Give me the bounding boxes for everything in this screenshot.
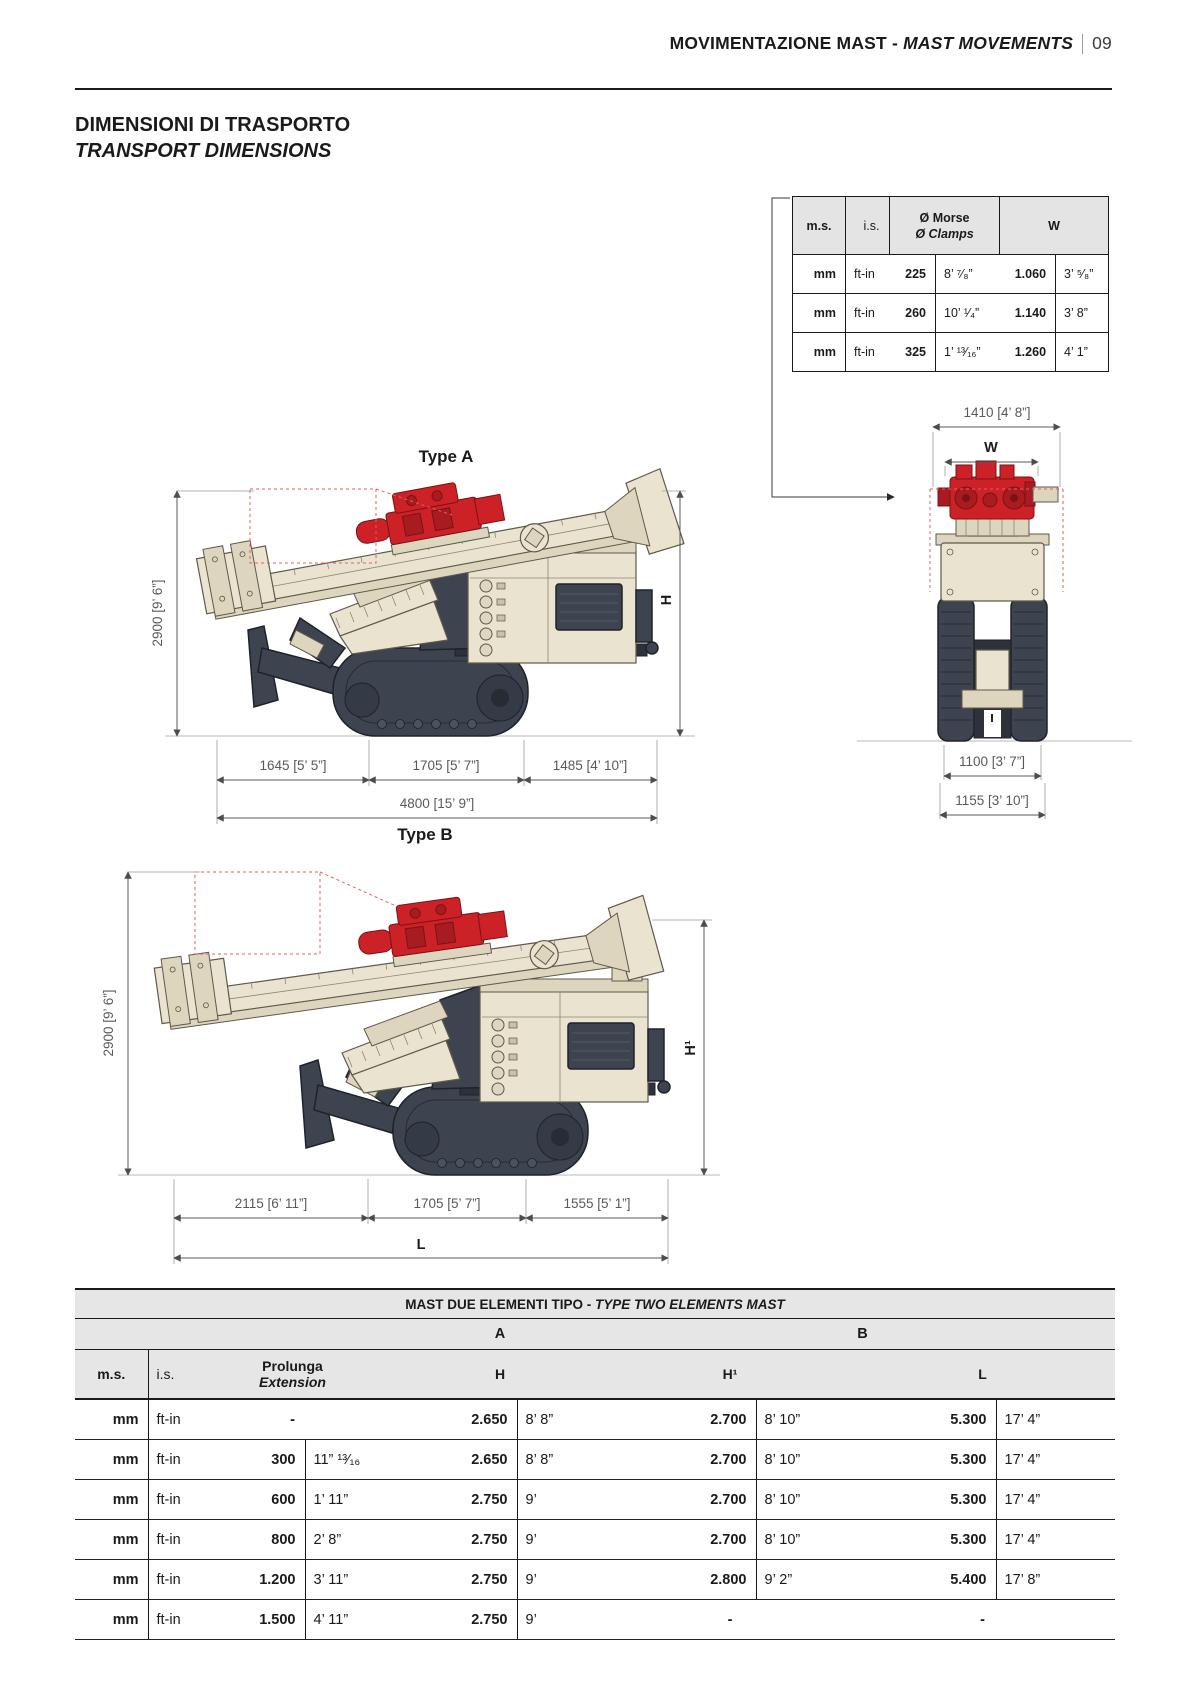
cell-prolunga: - (195, 1399, 390, 1440)
cell-ms: mm (75, 1600, 148, 1640)
cell-is: ft-in (148, 1520, 195, 1560)
clamps-row (793, 255, 1109, 294)
mast-row (75, 1520, 1115, 1560)
document-title (75, 112, 350, 164)
page-number: 09 (1092, 33, 1112, 53)
cell-w-ftin: 3’ 8” (1056, 294, 1109, 333)
mast-header-h: H (390, 1350, 610, 1400)
header-divider (1082, 34, 1083, 54)
mast-table-title-row (75, 1289, 1115, 1319)
cell-is: ft-in (148, 1440, 195, 1480)
type-a-machine-drawing (165, 443, 695, 736)
mast-table-title-it: MAST DUE ELEMENTI TIPO - (405, 1296, 595, 1312)
cell-l-dash: - (850, 1600, 1115, 1640)
cell-morse-mm: 225 (890, 255, 936, 294)
cell-w-ftin: 3’ ⁵⁄₈” (1056, 255, 1109, 294)
clamps-header-morse (890, 197, 1000, 255)
cell-h-mm: 2.650 (390, 1399, 517, 1440)
cell-h-mm: 2.650 (390, 1440, 517, 1480)
cell-pro-ftin: 1’ 11” (305, 1480, 390, 1520)
cell-morse-ftin: 1’ ¹³⁄₁₆” (936, 333, 1000, 372)
mast-header-prolunga-en: Extension (259, 1374, 326, 1390)
type-a-title: Type A (418, 447, 474, 466)
cell-h1-mm: 2.800 (610, 1560, 756, 1600)
cell-h-mm: 2.750 (390, 1560, 517, 1600)
cell-h-mm: 2.750 (390, 1600, 517, 1640)
cell-pro-ftin: 4’ 11” (305, 1600, 390, 1640)
cell-pro-ftin: 2’ 8” (305, 1520, 390, 1560)
document-title-it: DIMENSIONI DI TRASPORTO (75, 114, 351, 136)
type-a-height-dim: 2900 [9’ 6”] (150, 579, 165, 647)
type-b-l-label: L (416, 1237, 426, 1253)
type-a-dim-front: 1645 [5’ 5”] (259, 758, 327, 773)
cell-l-mm: 5.400 (850, 1560, 996, 1600)
cell-l-mm: 5.300 (850, 1399, 996, 1440)
cell-ms: mm (75, 1560, 148, 1600)
cell-h1-mm: 2.700 (610, 1520, 756, 1560)
group-a-label: A (390, 1319, 610, 1350)
group-b-label: B (610, 1319, 1115, 1350)
mast-header-prolunga (195, 1350, 390, 1400)
clamps-header-ms: m.s. (793, 197, 846, 255)
cell-h1-mm: 2.700 (610, 1480, 756, 1520)
clamps-header-is: i.s. (846, 197, 890, 255)
cell-ms: mm (793, 255, 846, 294)
type-a-h-label: H (659, 594, 675, 606)
cell-h-ftin: 8’ 8” (517, 1440, 610, 1480)
type-a-dim-track: 1705 [5’ 7”] (412, 758, 480, 773)
cell-is: ft-in (846, 255, 890, 294)
cell-pro-mm: 300 (195, 1440, 305, 1480)
cell-h1-mm: 2.700 (610, 1440, 756, 1480)
cell-h1-dash: - (610, 1600, 850, 1640)
mast-row (75, 1440, 1115, 1480)
cell-ms: mm (75, 1520, 148, 1560)
cell-w-ftin: 4’ 1” (1056, 333, 1109, 372)
mast-row (75, 1600, 1115, 1640)
cell-l-ftin: 17’ 4” (996, 1399, 1115, 1440)
mast-table-title (75, 1289, 1115, 1319)
cell-is: ft-in (148, 1399, 195, 1440)
cell-is: ft-in (846, 294, 890, 333)
cell-ms: mm (75, 1440, 148, 1480)
cell-h1-ftin: 8’ 10” (756, 1399, 850, 1440)
front-top-dim: 1410 [4’ 8”] (963, 405, 1031, 420)
type-b-dim-track: 1705 [5’ 7”] (413, 1196, 481, 1211)
cell-pro-mm: 800 (195, 1520, 305, 1560)
clamps-row (793, 294, 1109, 333)
header-section-it: MOVIMENTAZIONE MAST - (669, 33, 904, 53)
cell-l-mm: 5.300 (850, 1520, 996, 1560)
cell-h1-ftin: 8’ 10” (756, 1520, 850, 1560)
cell-l-mm: 5.300 (850, 1480, 996, 1520)
type-b-height-dim: 2900 [9’ 6”] (101, 989, 116, 1057)
cell-morse-ftin: 10’ ¹⁄₄” (936, 294, 1000, 333)
cell-is: ft-in (148, 1600, 195, 1640)
clamps-table (792, 196, 1109, 372)
type-b-title: Type B (397, 825, 453, 844)
cell-pro-ftin: 3’ 11” (305, 1560, 390, 1600)
cell-h1-ftin: 8’ 10” (756, 1480, 850, 1520)
cell-ms: mm (793, 294, 846, 333)
type-b-h1-label: H¹ (683, 1040, 699, 1056)
cell-h-ftin: 9’ (517, 1600, 610, 1640)
type-a-dim-rear: 1485 [4’ 10”] (552, 758, 628, 773)
cell-morse-mm: 325 (890, 333, 936, 372)
cell-l-mm: 5.300 (850, 1440, 996, 1480)
mast-header-prolunga-it: Prolunga (262, 1358, 323, 1374)
cell-l-ftin: 17’ 8” (996, 1560, 1115, 1600)
cell-w-mm: 1.140 (1000, 294, 1056, 333)
cell-ms: mm (793, 333, 846, 372)
header-rule (75, 88, 1112, 90)
cell-morse-mm: 260 (890, 294, 936, 333)
cell-ms: mm (75, 1480, 148, 1520)
clamps-row (793, 333, 1109, 372)
cell-h-mm: 2.750 (390, 1520, 517, 1560)
cell-pro-mm: 1.500 (195, 1600, 305, 1640)
clamps-header-morse-it: Ø Morse (919, 210, 970, 225)
cell-l-ftin: 17’ 4” (996, 1440, 1115, 1480)
mast-header-l: L (850, 1350, 1115, 1400)
mast-header-ms: m.s. (75, 1350, 148, 1400)
document-title-en: TRANSPORT DIMENSIONS (75, 140, 332, 162)
cell-h-ftin: 9’ (517, 1520, 610, 1560)
clamps-header-row (793, 197, 1109, 255)
front-rotary-head-icon (938, 461, 1058, 519)
mast-header-h1: H¹ (610, 1350, 850, 1400)
cell-h1-mm: 2.700 (610, 1399, 756, 1440)
cell-h1-ftin: 8’ 10” (756, 1440, 850, 1480)
cell-l-ftin: 17’ 4” (996, 1520, 1115, 1560)
mast-table-title-en: TYPE TWO ELEMENTS MAST (595, 1296, 785, 1312)
front-overall-dim: 1155 [3’ 10”] (955, 793, 1029, 808)
mast-elements-table (75, 1288, 1115, 1640)
cell-h-ftin: 8’ 8” (517, 1399, 610, 1440)
cell-is: ft-in (846, 333, 890, 372)
mast-header-is: i.s. (148, 1350, 195, 1400)
clamps-header-w: W (1000, 197, 1109, 255)
clamps-header-morse-en: Ø Clamps (915, 226, 974, 241)
cell-h-ftin: 9’ (517, 1560, 610, 1600)
cell-w-mm: 1.060 (1000, 255, 1056, 294)
type-b-dim-rear: 1555 [5’ 1”] (563, 1196, 631, 1211)
type-a-total-dim: 4800 [15’ 9”] (399, 796, 475, 811)
cell-h-mm: 2.750 (390, 1480, 517, 1520)
mast-table-header-row (75, 1350, 1115, 1400)
front-view-machine-drawing (857, 461, 1132, 741)
header-section-en: MAST MOVEMENTS (903, 33, 1074, 53)
cell-morse-ftin: 8’ ⁷⁄₈” (936, 255, 1000, 294)
mast-row (75, 1480, 1115, 1520)
cell-ms: mm (75, 1399, 148, 1440)
type-b-machine-drawing (118, 870, 720, 1175)
mast-table-group-row (75, 1319, 1115, 1350)
cell-h-ftin: 9’ (517, 1480, 610, 1520)
front-track-dim: 1100 [3’ 7”] (958, 754, 1026, 769)
front-w-label: W (984, 440, 998, 456)
cell-pro-mm: 1.200 (195, 1560, 305, 1600)
mast-row (75, 1560, 1115, 1600)
cell-h1-ftin: 9’ 2” (756, 1560, 850, 1600)
cell-is: ft-in (148, 1480, 195, 1520)
cell-pro-ftin: 11” ¹³⁄₁₆ (305, 1440, 390, 1480)
mast-row (75, 1399, 1115, 1440)
page-header (670, 33, 1112, 54)
cell-is: ft-in (148, 1560, 195, 1600)
cell-pro-mm: 600 (195, 1480, 305, 1520)
cell-w-mm: 1.260 (1000, 333, 1056, 372)
group-spacer (75, 1319, 390, 1350)
cell-l-ftin: 17’ 4” (996, 1480, 1115, 1520)
type-b-dim-front: 2115 [6’ 11”] (234, 1196, 308, 1211)
